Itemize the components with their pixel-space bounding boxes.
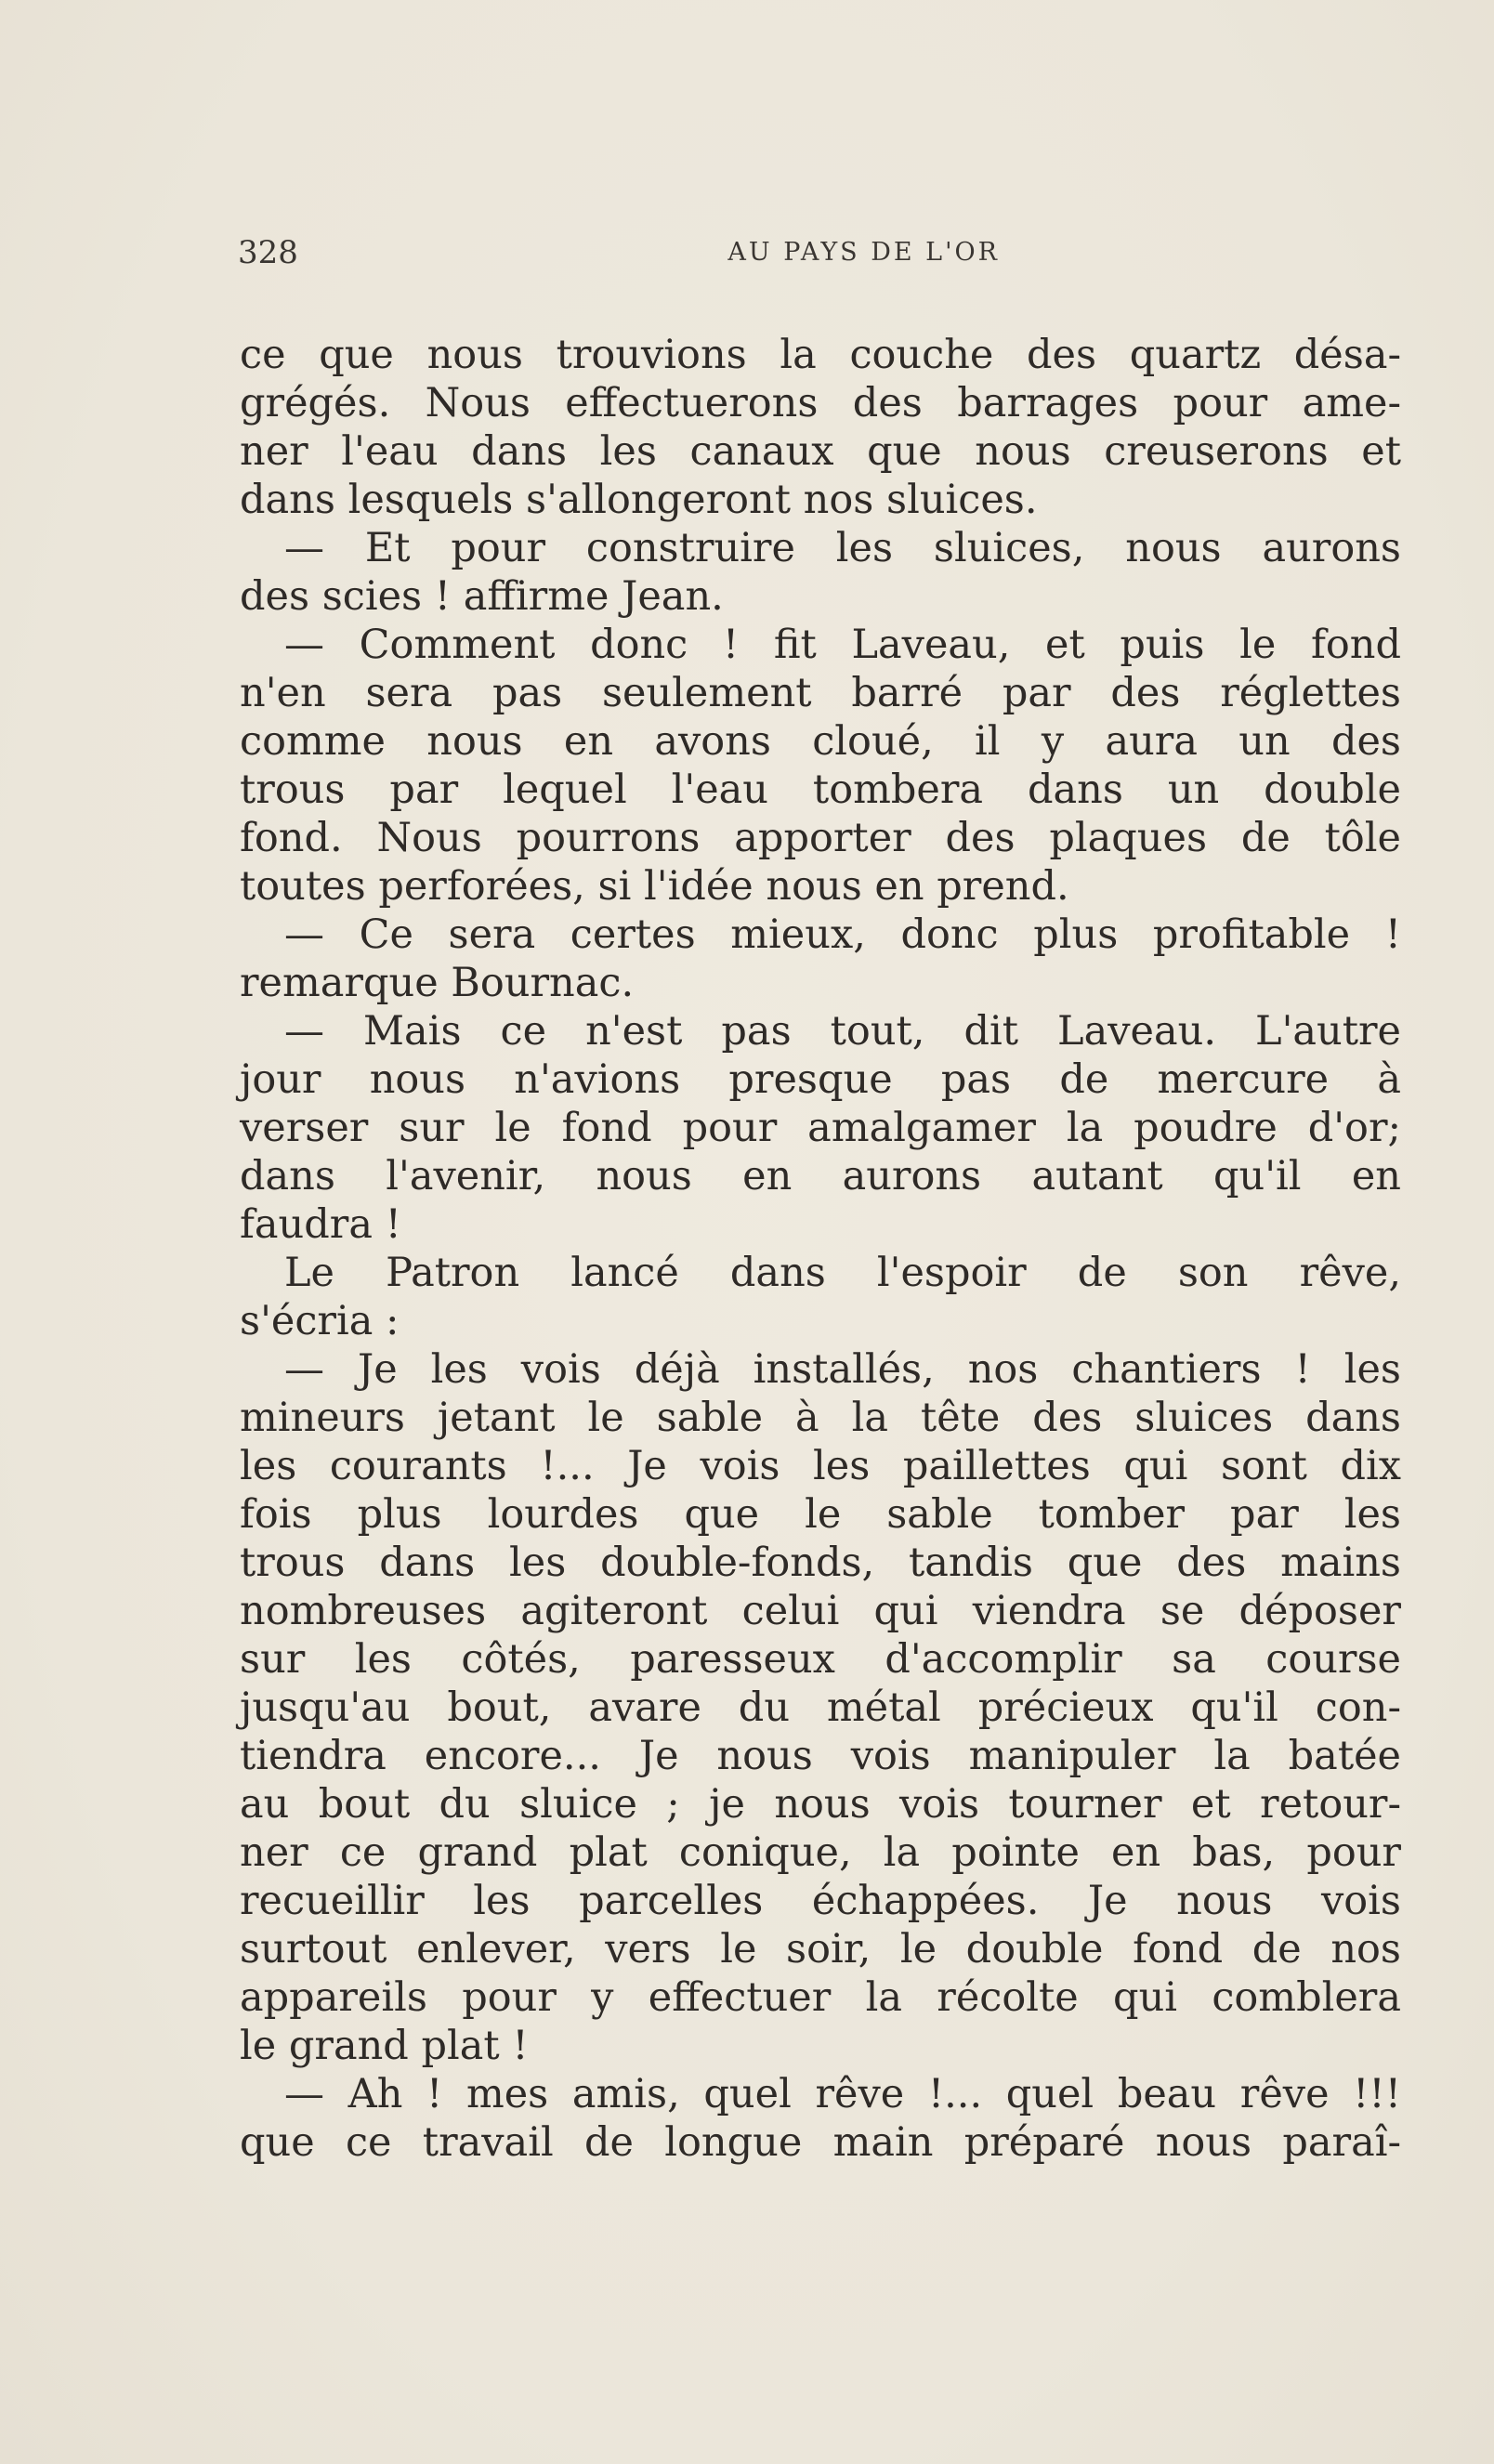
text-line: grégés. Nous effectuerons des barrages pour ame- — [240, 380, 1401, 426]
text-line: trous par lequel l'eau tombera dans un double — [240, 767, 1401, 813]
text-line: que ce travail de longue main préparé nous paraî- — [240, 2119, 1401, 2166]
body-text — [240, 331, 1401, 2167]
text-line: dans l'avenir, nous en aurons autant qu'il en — [240, 1153, 1401, 1199]
text-line: sur les côtés, paresseux d'accomplir sa course — [240, 1636, 1401, 1683]
text-line: ce que nous trouvions la couche des quartz désa- — [240, 332, 1401, 378]
text-line: mineurs jetant le sable à la tête des sluices dans — [240, 1395, 1401, 1441]
text-line: fois plus lourdes que le sable tomber par les — [240, 1491, 1401, 1538]
text-line: recueillir les parcelles échappées. Je nous vois — [240, 1878, 1401, 1924]
text-line: s'écria : — [240, 1298, 400, 1344]
text-line: toutes perforées, si l'idée nous en prend. — [240, 863, 1069, 910]
text-line: verser sur le fond pour amalgamer la poudre d'or; — [240, 1105, 1401, 1151]
page-header — [238, 234, 1401, 275]
text-line: ner l'eau dans les canaux que nous creuserons et — [240, 428, 1401, 475]
text-line: — Comment donc ! fit Laveau, et puis le fond — [284, 622, 1401, 668]
text-line: Le Patron lancé dans l'espoir de son rêve, — [284, 1250, 1401, 1296]
text-line: ner ce grand plat conique, la pointe en bas, pour — [240, 1829, 1401, 1876]
text-line: au bout du sluice ; je nous vois tourner et retour- — [240, 1781, 1401, 1828]
text-line: — Ah ! mes amis, quel rêve !... quel beau rêve !!! — [284, 2071, 1401, 2117]
text-line: les courants !... Je vois les paillettes qui sont dix — [240, 1443, 1401, 1489]
text-line: dans lesquels s'allongeront nos sluices. — [240, 477, 1038, 523]
text-line: tiendra encore... Je nous vois manipuler la batée — [240, 1733, 1401, 1779]
running-title: AU PAYS DE L'OR — [727, 238, 1000, 267]
text-line: fond. Nous pourrons apporter des plaques de tôle — [240, 815, 1401, 861]
text-line: comme nous en avons cloué, il y aura un des — [240, 718, 1401, 765]
text-line: n'en sera pas seulement barré par des réglettes — [240, 670, 1401, 716]
text-line: — Je les vois déjà installés, nos chantiers ! les — [284, 1346, 1401, 1393]
text-line: surtout enlever, vers le soir, le double fond de nos — [240, 1926, 1401, 1973]
text-line: — Et pour construire les sluices, nous aurons — [284, 525, 1401, 571]
text-line: des scies ! affirme Jean. — [240, 573, 724, 620]
text-line: remarque Bournac. — [240, 960, 635, 1006]
text-line: faudra ! — [240, 1201, 401, 1248]
text-line: appareils pour y effectuer la récolte qui comblera — [240, 1974, 1401, 2021]
text-line: jusqu'au bout, avare du métal précieux qu'il con- — [240, 1684, 1401, 1731]
text-line: jour nous n'avions presque pas de mercure à — [240, 1056, 1401, 1103]
page-number: 328 — [238, 234, 298, 271]
text-line: trous dans les double-fonds, tandis que des mains — [240, 1540, 1401, 1586]
text-line: nombreuses agiteront celui qui viendra se déposer — [240, 1588, 1401, 1634]
text-line: — Ce sera certes mieux, donc plus profitable ! — [284, 911, 1401, 958]
text-line: le grand plat ! — [240, 2023, 529, 2069]
text-line: — Mais ce n'est pas tout, dit Laveau. L'autre — [284, 1008, 1401, 1055]
